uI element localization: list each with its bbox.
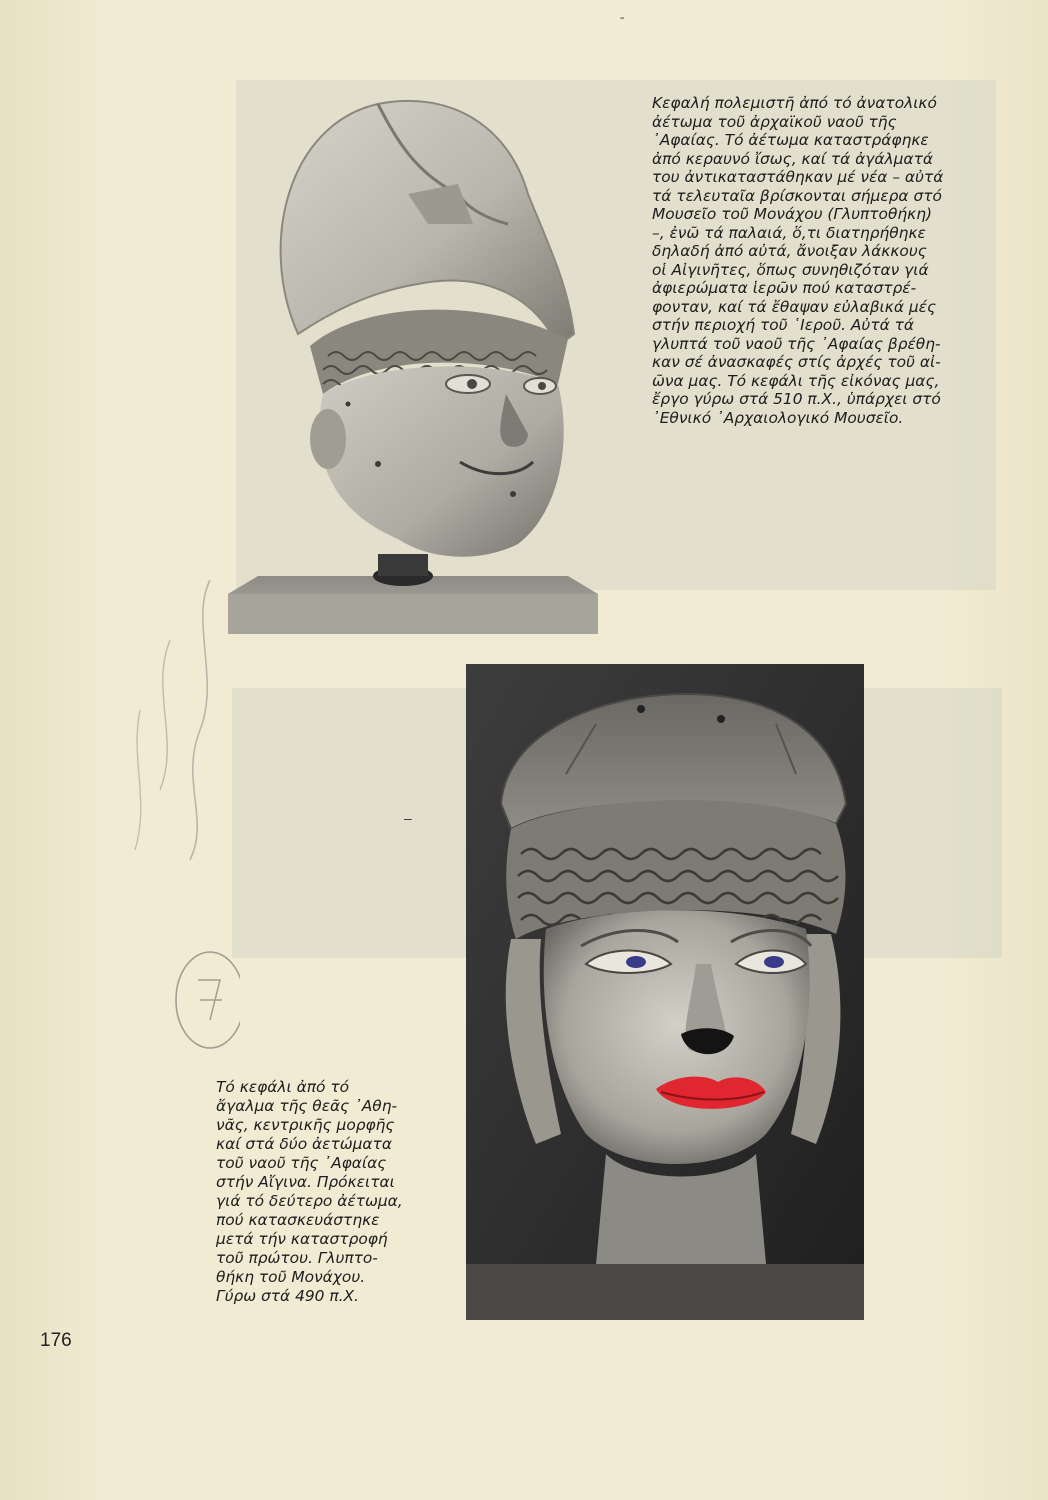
caption-line: τοῦ ναοῦ τῆς ᾿Αφαίας — [216, 1154, 387, 1172]
caption-line: ἀέτωμα τοῦ ἀρχαϊκοῦ ναοῦ τῆς — [652, 112, 897, 131]
page-number: 176 — [40, 1330, 72, 1351]
caption-line: καν σέ ἀνασκαφές στίς ἀρχές τοῦ αἰ- — [652, 353, 941, 371]
print-mark: ˉ — [620, 14, 625, 30]
caption-line: φονταν, καί τά ἔθαψαν εὐλαβικά μές — [652, 297, 937, 316]
caption-line: –, ἐνῶ τά παλαιά, ὅ,τι διατηρήθηκε — [652, 223, 926, 242]
caption-line: Γύρω στά 490 π.Χ. — [216, 1287, 359, 1305]
caption-line: θήκη τοῦ Μονάχου. — [216, 1268, 366, 1286]
caption-line: ᾿Αφαίας. Τό ἀέτωμα καταστράφηκε — [652, 131, 929, 149]
caption-line: στήν Αἴγινα. Πρόκειται — [216, 1173, 395, 1191]
caption-line: του ἀντικαταστάθηκαν μέ νέα – αὐτά — [652, 168, 944, 186]
caption-line: Κεφαλή πολεμιστῆ ἀπό τό ἀνατολικό — [652, 94, 937, 112]
caption-line: ἄγαλμα τῆς θεᾶς ᾿Αθη- — [216, 1097, 398, 1115]
caption-line: γιά τό δεύτερο ἀέτωμα, — [216, 1192, 403, 1210]
caption-line: Τό κεφάλι ἀπό τό — [216, 1078, 350, 1096]
print-mark: – — [404, 810, 412, 826]
caption-line: ἔργο γύρω στά 510 π.Χ., ὑπάρχει στό — [652, 390, 941, 408]
caption-line: γλυπτά τοῦ ναοῦ τῆς ᾿Αφαίας βρέθη- — [652, 334, 941, 353]
caption-line: ἀπό κεραυνό ἴσως, καί τά ἀγάλματά — [652, 149, 933, 168]
caption-line: πού κατασκευάστηκε — [216, 1211, 380, 1229]
caption-line: ῶνα μας. Τό κεφάλι τῆς εἰκόνας μας, — [652, 371, 940, 390]
caption-line: δηλαδή ἀπό αὐτά, ἄνοιξαν λάκκους — [652, 242, 927, 260]
caption-line: Μουσεῖο τοῦ Μονάχου (Γλυπτοθήκη) — [652, 205, 932, 223]
athena-head-caption — [216, 1078, 450, 1306]
caption-line: οἱ Αἰγινῆτες, ὅπως συνηθιζόταν γιά — [652, 260, 929, 279]
caption-line: μετά τήν καταστροφή — [216, 1230, 388, 1248]
caption-line: ἀφιερώματα ἱερῶν πού καταστρέ- — [652, 279, 917, 297]
warrior-head-photo — [228, 84, 598, 634]
caption-line: τά τελευταῖα βρίσκονται σήμερα στό — [652, 186, 942, 205]
warrior-head-caption — [652, 94, 988, 427]
caption-line: τοῦ πρώτου. Γλυπτο- — [216, 1249, 378, 1267]
caption-line: καί στά δύο ἀετώματα — [216, 1135, 392, 1153]
caption-line: ᾿Εθνικό ᾿Αρχαιολογικό Μουσεῖο. — [652, 408, 904, 427]
caption-line: στήν περιοχή τοῦ ῾Ιεροῦ. Αὐτά τά — [652, 316, 915, 334]
pencil-scribble — [60, 560, 240, 1080]
athena-head-photo — [466, 664, 864, 1320]
caption-line: νᾶς, κεντρικῆς μορφῆς — [216, 1116, 395, 1134]
